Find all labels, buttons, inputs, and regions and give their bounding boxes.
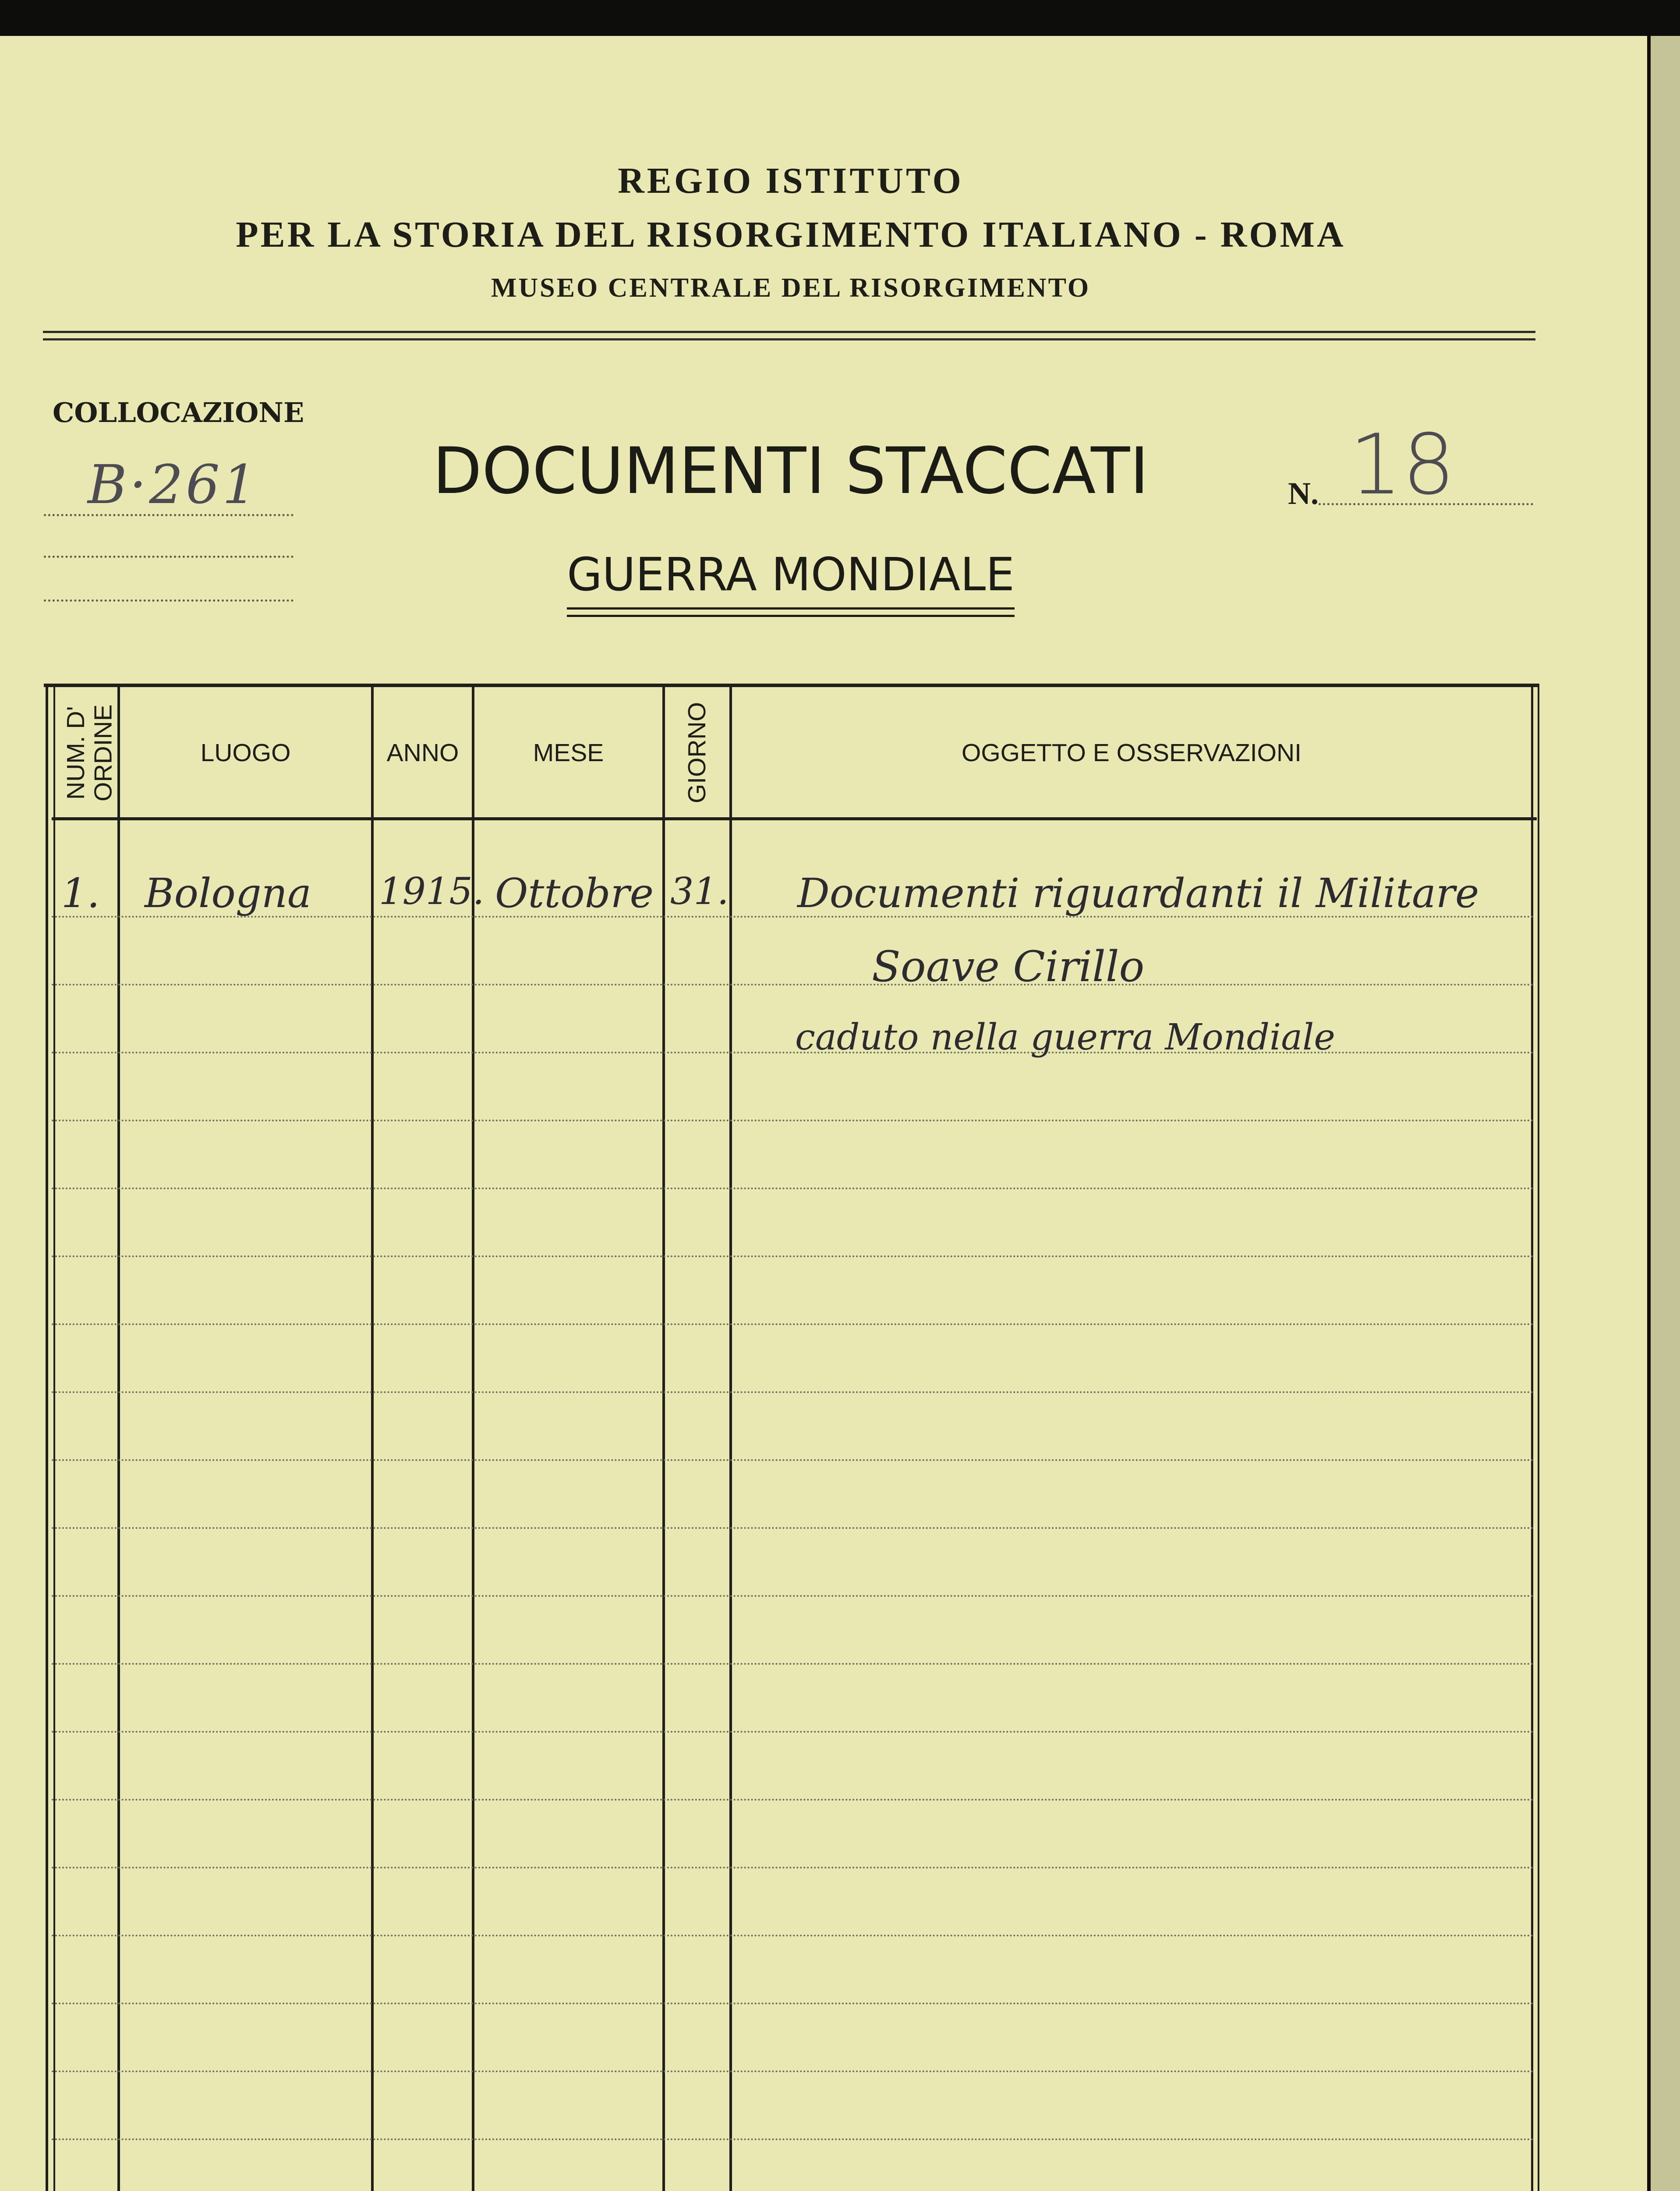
table-row-line [52, 1527, 1535, 1529]
collocazione-label: COLLOCAZIONE [53, 397, 304, 429]
table-right-border-inner [1538, 684, 1539, 2191]
column-header-luogo: LUOGO [200, 739, 291, 767]
column-header-giorno-label: GIORNO [683, 702, 711, 804]
table-left-border-inner [53, 684, 55, 2191]
col-divider-1 [117, 685, 120, 2191]
table-row-line [52, 1120, 1535, 1121]
table-row-line [52, 984, 1535, 986]
number-value: 18 [1349, 416, 1455, 513]
collocazione-value: B·261 [88, 454, 259, 516]
header-rule-bottom [43, 338, 1535, 340]
table-row-line [52, 1255, 1535, 1257]
col-divider-2 [371, 685, 374, 2191]
document-title: DOCUMENTI STACCATI [432, 434, 1149, 508]
table-row-line [52, 1188, 1535, 1189]
collocazione-dotted-line-1 [44, 514, 294, 516]
column-header-mese: MESE [533, 739, 604, 767]
entry-mese: Ottobre [495, 870, 654, 917]
table-row-line [52, 1391, 1535, 1393]
entry-oggetto-line-3: caduto nella guerra Mondiale [795, 1017, 1335, 1058]
table-row-line [52, 1323, 1535, 1325]
page-edge [1651, 36, 1680, 2191]
table-row-line [52, 1867, 1535, 1868]
table-row-line [52, 2138, 1535, 2140]
column-header-num-label: NUM. D' ORDINE [62, 704, 117, 801]
entry-giorno: 31. [670, 870, 729, 913]
table-row-line [52, 1595, 1535, 1597]
institute-subtitle: PER LA STORIA DEL RISORGIMENTO ITALIANO - ROMA [236, 214, 1346, 255]
entry-luogo: Bologna [145, 870, 311, 917]
header-rule-top [43, 331, 1535, 333]
column-header-anno: ANNO [386, 739, 459, 767]
table-row-line [52, 2003, 1535, 2004]
column-header-giorno [665, 687, 729, 819]
column-header-oggetto: OGGETTO E OSSERVAZIONI [962, 739, 1302, 767]
museum-name: MUSEO CENTRALE DEL RISORGIMENTO [491, 273, 1091, 303]
section-subtitle [0, 548, 1581, 610]
col-divider-4 [662, 685, 665, 2191]
table-left-border-outer [46, 684, 48, 2191]
column-header-num [55, 687, 117, 819]
table-row-line [52, 2070, 1535, 2072]
entry-num: 1. [61, 870, 100, 917]
number-label: N. [1288, 476, 1319, 511]
institute-name: REGIO ISTITUTO [618, 160, 964, 201]
table-row-line [52, 1663, 1535, 1665]
table-row-line [52, 1935, 1535, 1936]
entry-oggetto-line-2: Soave Cirillo [872, 942, 1145, 991]
section-subtitle-text: GUERRA MONDIALE [567, 548, 1015, 610]
table-top-border [44, 684, 1538, 687]
entry-anno: 1915. [379, 870, 485, 913]
table-row-line [52, 1459, 1535, 1461]
entry-oggetto-line-1: Documenti riguardanti il Militare [797, 870, 1479, 917]
col-divider-5 [729, 685, 732, 2191]
table-right-border-outer [1531, 684, 1533, 2191]
table-row-line [52, 1731, 1535, 1733]
table-row-line [52, 1799, 1535, 1801]
